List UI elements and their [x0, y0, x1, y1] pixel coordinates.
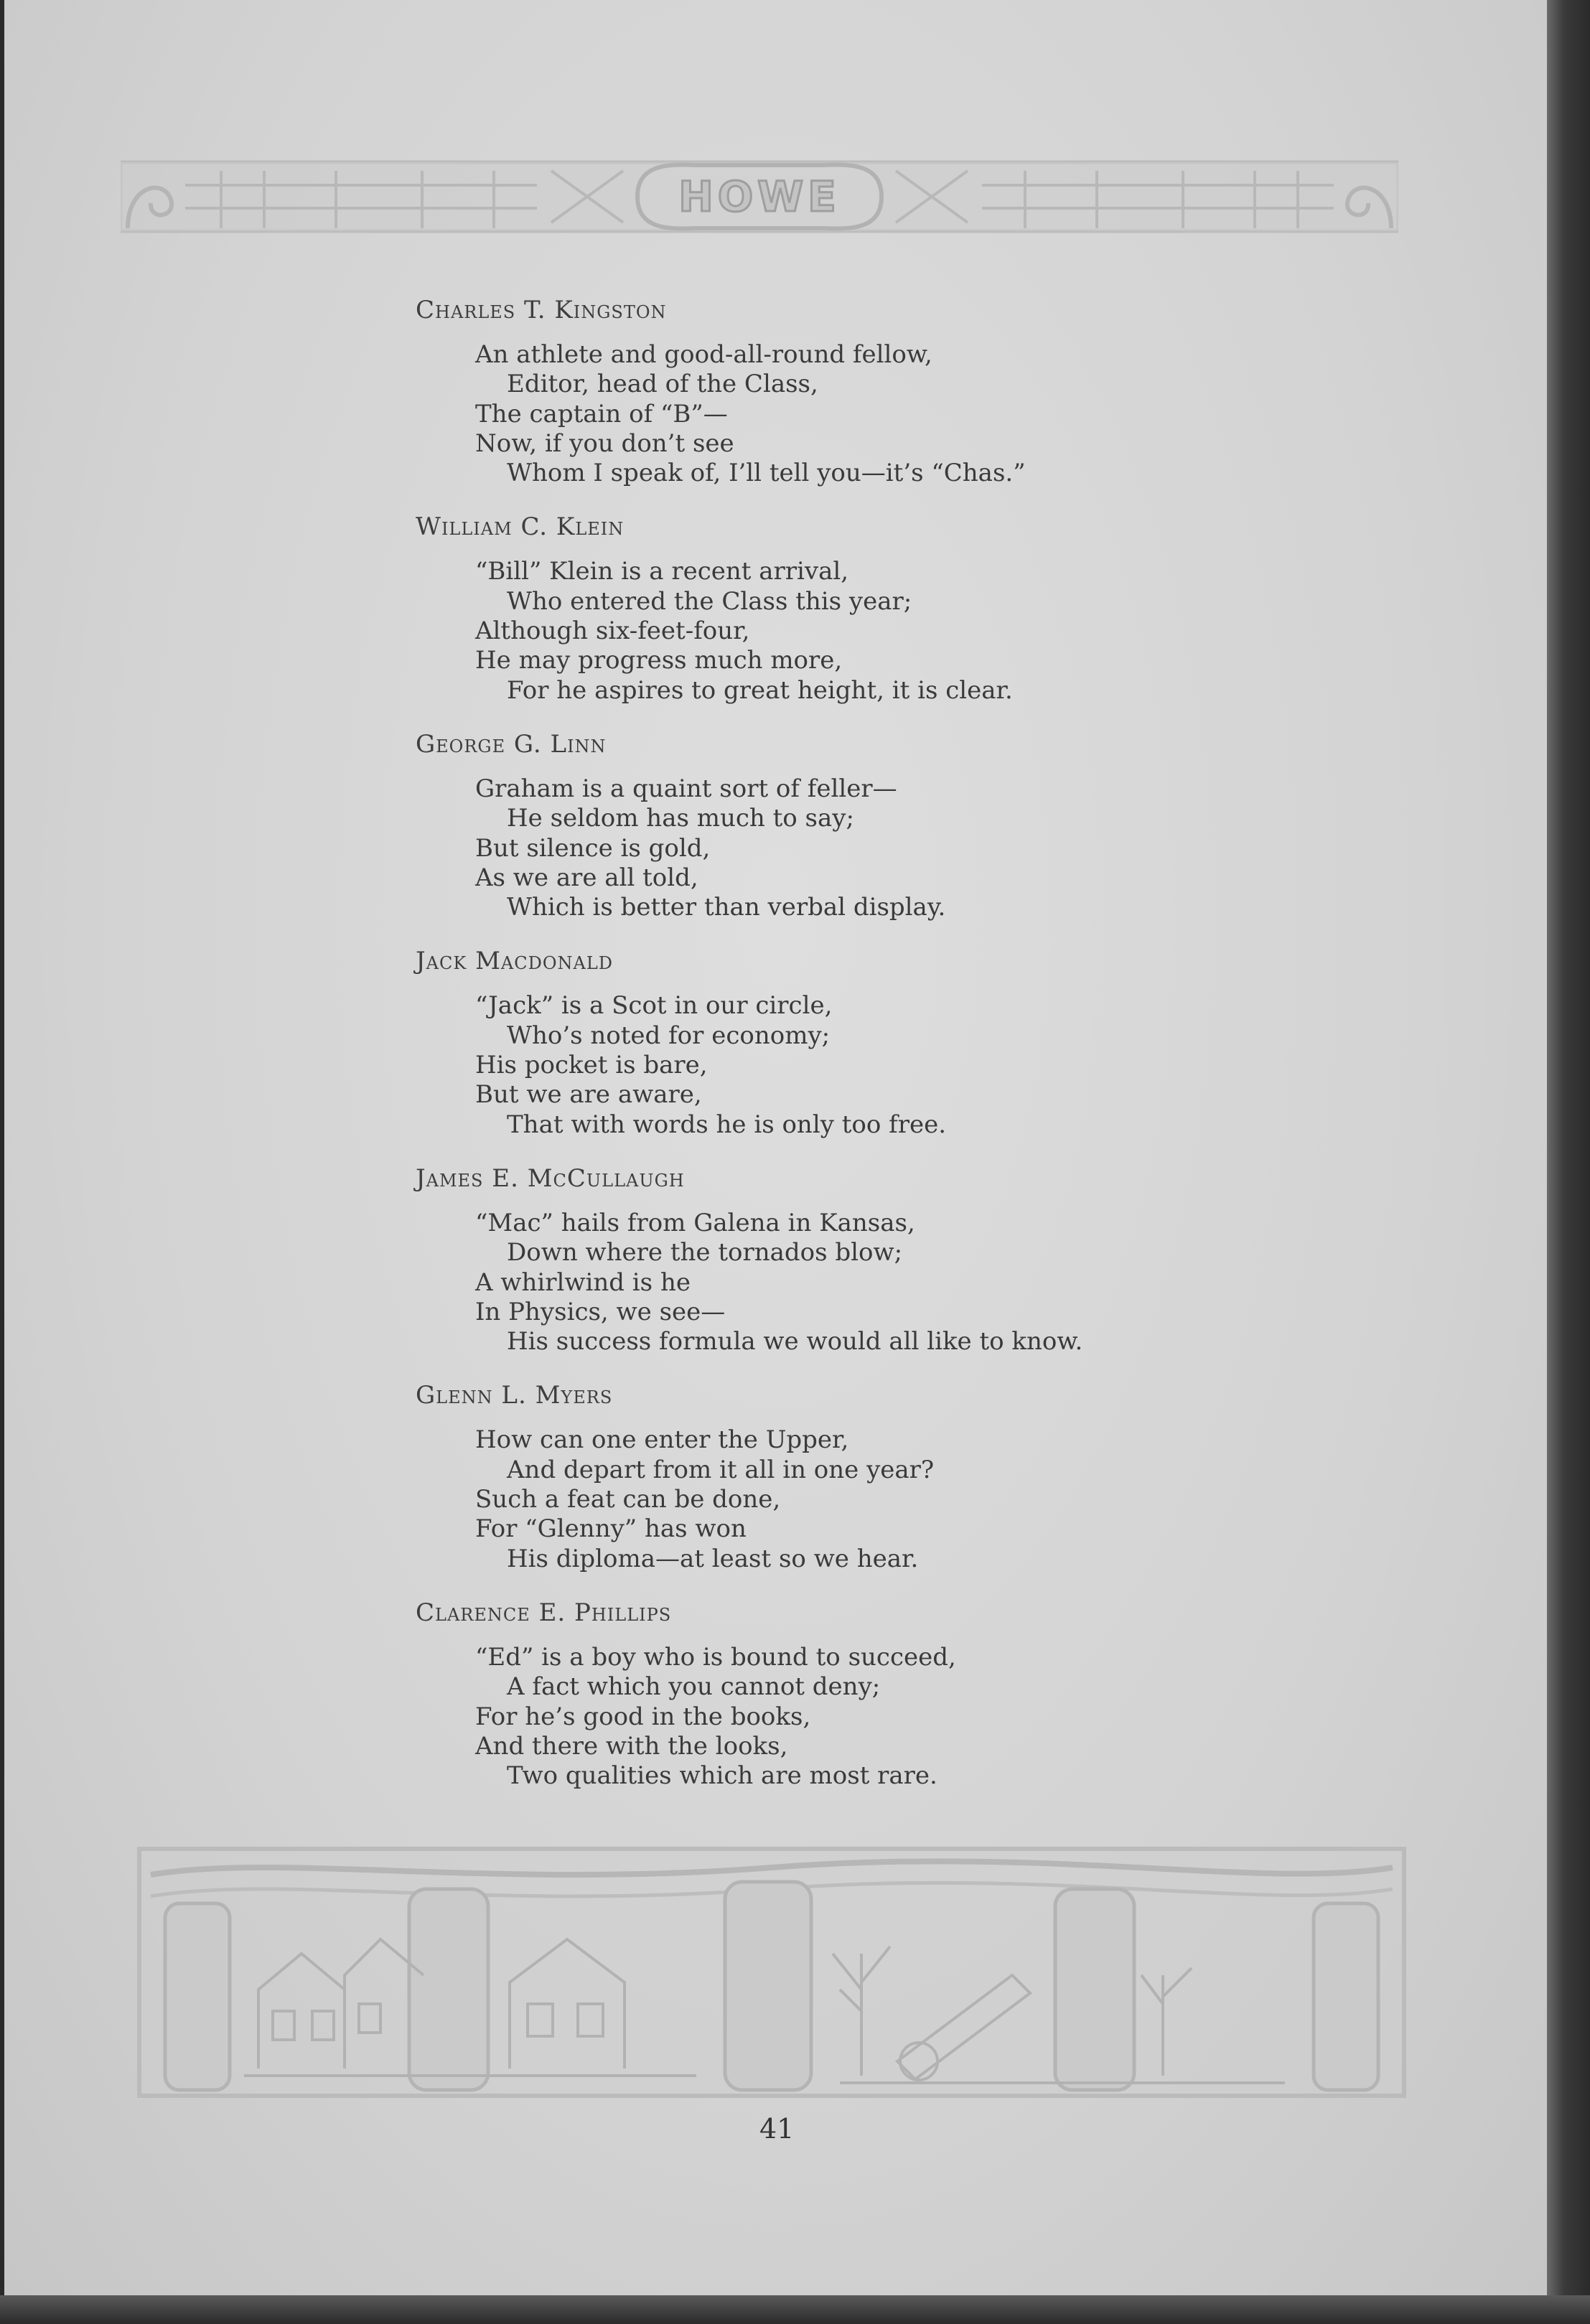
verse-line: “Mac” hails from Galena in Kansas,: [475, 1208, 915, 1237]
entry-name: William C. Klein: [416, 512, 625, 542]
verse-line: Such a feat can be done,: [475, 1485, 781, 1514]
verse-line: But we are aware,: [475, 1080, 702, 1110]
footer-ornament: [136, 1846, 1407, 2099]
verse-line: “Bill” Klein is a recent arrival,: [475, 557, 849, 586]
entry-name: Glenn L. Myers: [416, 1381, 613, 1410]
header-title: HOWE: [678, 172, 841, 221]
verse-line: And there with the looks,: [475, 1731, 788, 1761]
entry-macdonald: [416, 944, 1277, 1139]
verse-line: He seldom has much to say;: [507, 804, 854, 833]
verse-line: A whirlwind is he: [475, 1268, 691, 1297]
verse-line: An athlete and good-all-round fellow,: [475, 340, 932, 369]
verse-line: Who entered the Class this year;: [507, 586, 912, 616]
entry-mccullaugh: [416, 1161, 1277, 1357]
entry-myers: [416, 1378, 1277, 1573]
verse-line: His diploma—at least so we hear.: [507, 1544, 919, 1573]
verse-line: In Physics, we see—: [475, 1297, 726, 1326]
verse-line: The captain of “B”—: [475, 399, 728, 428]
entry-phillips: [416, 1596, 1277, 1791]
verse-line: For he’s good in the books,: [475, 1702, 811, 1731]
poem-list: [416, 293, 1277, 1812]
verse-line: How can one enter the Upper,: [475, 1425, 849, 1455]
verse-line: His pocket is bare,: [475, 1051, 708, 1080]
verse-line: He may progress much more,: [475, 646, 843, 675]
footer-illustration: [136, 1846, 1407, 2099]
verse-line: Which is better than verbal display.: [507, 893, 946, 922]
entry-kingston: [416, 293, 1277, 488]
verse-line: A fact which you cannot deny;: [507, 1672, 881, 1702]
book-spine: [1547, 0, 1590, 2324]
entry-name: James E. McCullaugh: [416, 1163, 685, 1193]
verse-line: Two qualities which are most rare.: [507, 1761, 937, 1791]
verse-line: Now, if you don’t see: [475, 428, 734, 458]
entry-name: George G. Linn: [416, 729, 607, 759]
page-number: 41: [759, 2113, 795, 2145]
verse-line: Although six-feet-four,: [475, 617, 750, 646]
verse-line: That with words he is only too free.: [507, 1110, 947, 1139]
entry-klein: [416, 510, 1277, 705]
entry-name: Charles T. Kingston: [416, 296, 667, 324]
page-bottom-edge: [0, 2295, 1590, 2324]
verse-line: His success formula we would all like to know.: [507, 1327, 1083, 1357]
verse-line: Whom I speak of, I’ll tell you—it’s “Chas.”: [507, 459, 1026, 488]
header-banner: [121, 156, 1398, 237]
verse-line: Who’s noted for economy;: [507, 1021, 831, 1050]
verse-line: Editor, head of the Class,: [507, 370, 818, 399]
book-page: [4, 0, 1549, 2297]
verse-line: Down where the tornados blow;: [507, 1238, 903, 1268]
verse-line: And depart from it all in one year?: [507, 1455, 935, 1484]
verse-line: As we are all told,: [475, 863, 698, 892]
entry-linn: [416, 727, 1277, 922]
verse-line: But silence is gold,: [475, 833, 711, 863]
entry-name: Clarence E. Phillips: [416, 1598, 672, 1627]
verse-line: For “Glenny” has won: [475, 1514, 747, 1544]
entry-name: Jack Macdonald: [416, 947, 614, 976]
verse-line: Graham is a quaint sort of feller—: [475, 774, 897, 803]
verse-line: “Ed” is a boy who is bound to succeed,: [475, 1642, 956, 1672]
verse-line: “Jack” is a Scot in our circle,: [475, 991, 833, 1021]
verse-line: For he aspires to great height, it is clear.: [507, 675, 1013, 705]
